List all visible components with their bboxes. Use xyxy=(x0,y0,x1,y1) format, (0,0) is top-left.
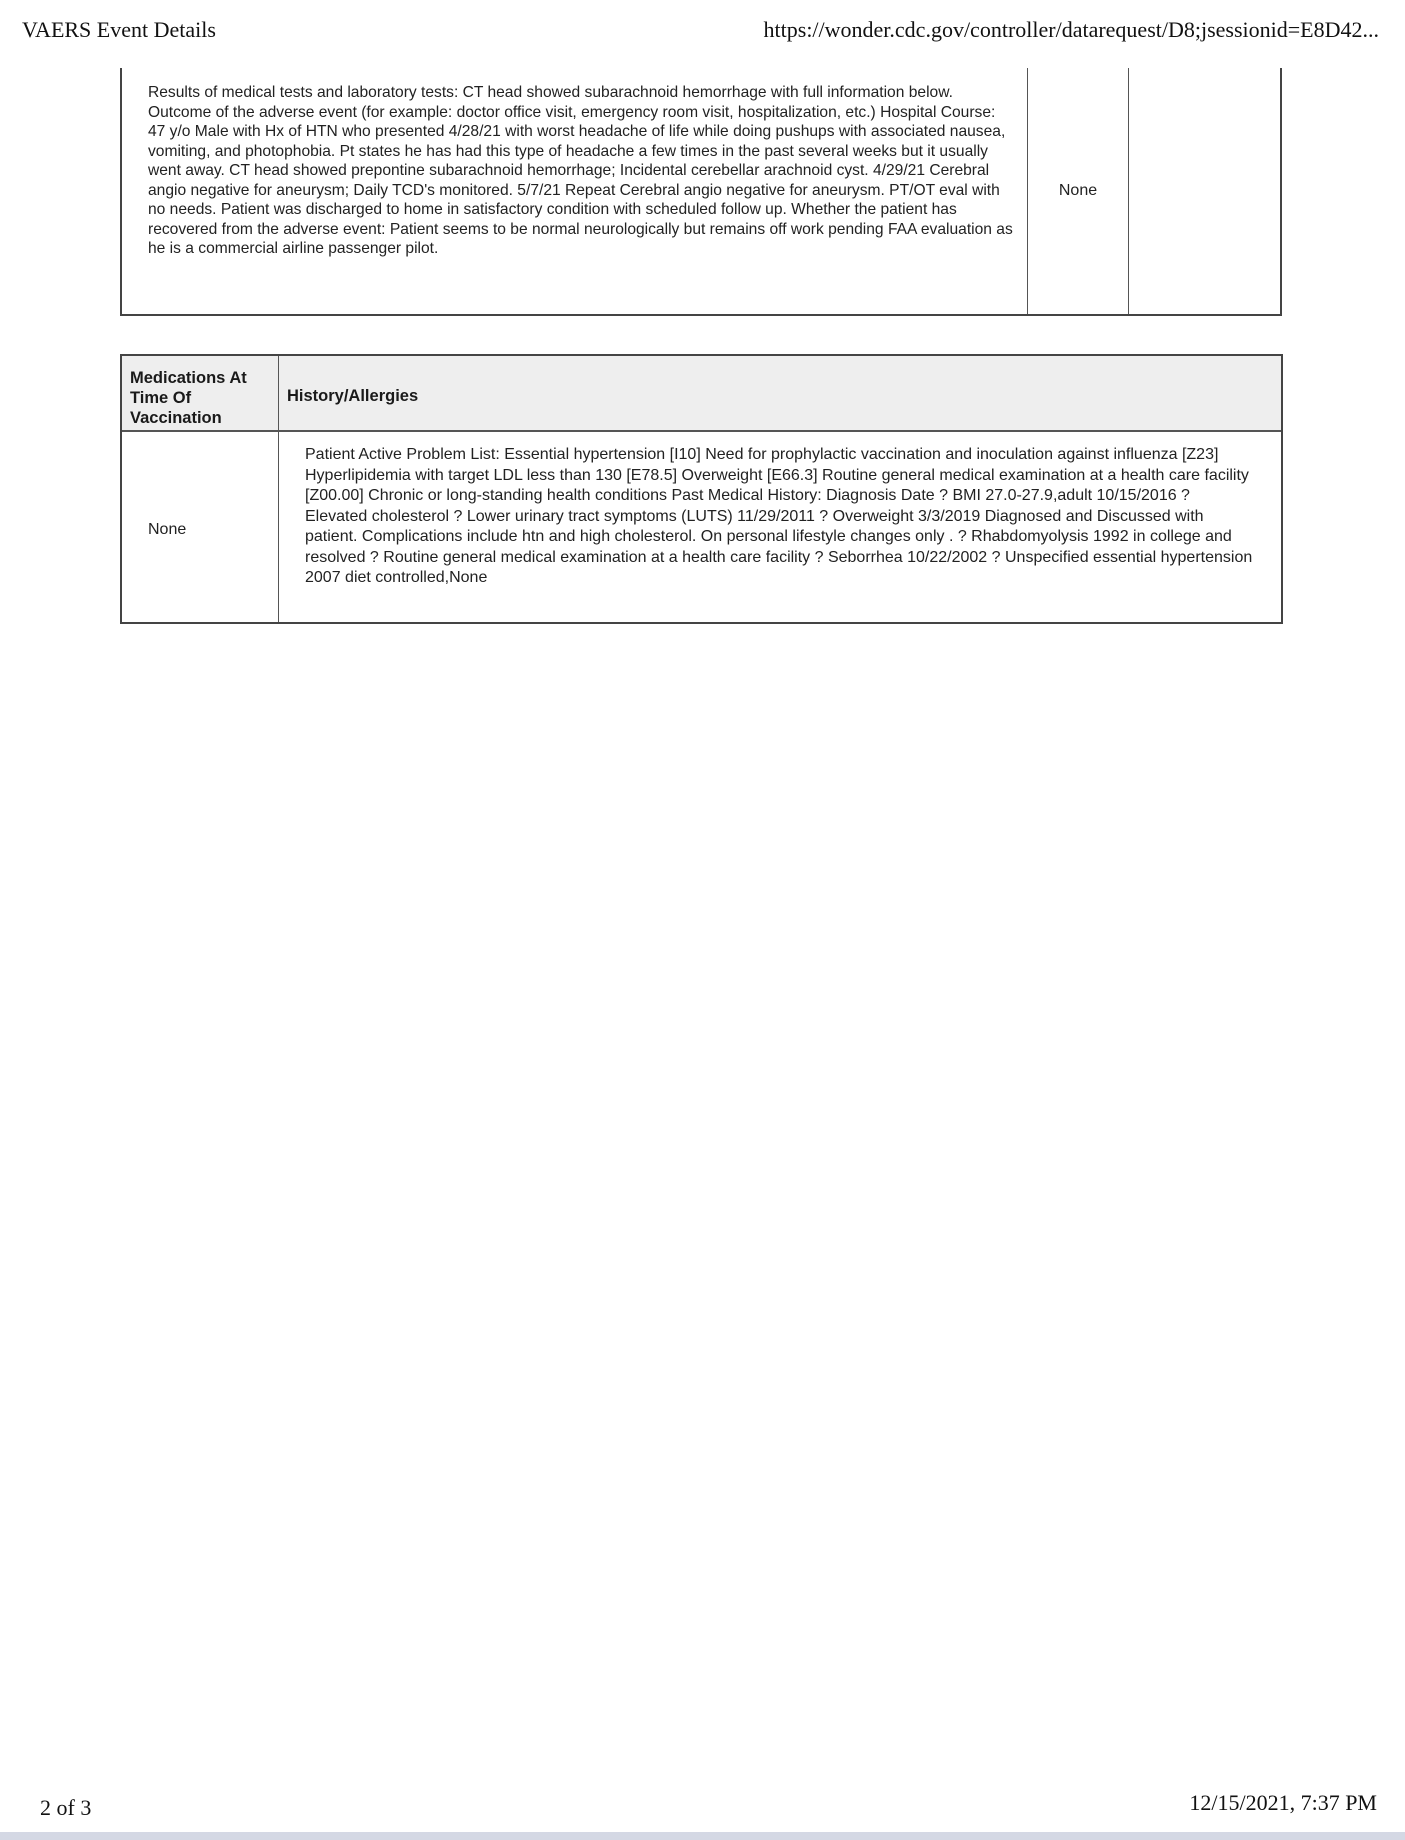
medications-header: Medications At Time Of Vaccination xyxy=(130,369,247,427)
event-description-cell xyxy=(122,68,1028,314)
event-value-cell xyxy=(1028,68,1129,314)
medications-value: None xyxy=(148,521,187,538)
print-datetime: 12/15/2021, 7:37 PM xyxy=(1189,1790,1377,1815)
history-allergies-value: Patient Active Problem List: Essential hypertension [I10] Need for prophylactic vaccination and inoculation against influenza [Z23] Hyperlipidemia with target LDL less than 130 [E78.5] Overweight [E66.3] Routine general medical examination at a health care facility [Z00.00] Chronic or long-standing health conditions Past Medical History: Diagnosis Date ? BMI 27.0-27.9,adult 10/15/2016 ? Elevated cholesterol ? Lower urinary tract symptoms (LUTS) 11/29/2011 ? Overweight 3/3/2019 Diagnosed and Discussed with patient. Complications include htn and high cholesterol. On personal lifestyle changes only . ? Rhabdomyolysis 1992 in college and resolved ? Routine general medical examination at a health care facility ? Seborrhea 10/22/2002 ? Unspecified essential hypertension 2007 diet controlled,None xyxy=(305,446,1253,586)
medications-history-table xyxy=(120,354,1283,624)
page-header-url: https://wonder.cdc.gov/controller/datarequest/D8;jsessionid=E8D42... xyxy=(763,17,1379,42)
page-number: 2 of 3 xyxy=(40,1795,92,1820)
bottom-strip xyxy=(0,1832,1405,1840)
event-description-text: Results of medical tests and laboratory tests: CT head showed subarachnoid hemorrhage with full information below. Outcome of the adverse event (for example: doctor office visit, emergency room visit, hospitalization, etc.) Hospital Course: 47 y/o Male with Hx of HTN who presented 4/28/21 with worst headache of life while doing pushups with associated nausea, vomiting, and photophobia. Pt states he has had this type of headache a few times in the past several weeks but it usually went away. CT head showed prepontine subarachnoid hemorrhage; Incidental cerebellar arachnoid cyst. 4/29/21 Cerebral angio negative for aneurysm; Daily TCD's monitored. 5/7/21 Repeat Cerebral angio negative for aneurysm. PT/OT eval with no needs. Patient was discharged to home in satisfactory condition with scheduled follow up. Whether the patient has recovered from the adverse event: Patient seems to be normal neurologically but remains off work pending FAA evaluation as he is a commercial airline passenger pilot. xyxy=(148,84,1013,257)
page-header-title: VAERS Event Details xyxy=(22,17,216,42)
column-divider xyxy=(278,356,279,622)
event-empty-cell xyxy=(1129,68,1280,314)
history-allergies-header: History/Allergies xyxy=(287,387,419,405)
adverse-event-details-table xyxy=(120,68,1282,316)
event-value-text: None xyxy=(1058,182,1098,199)
